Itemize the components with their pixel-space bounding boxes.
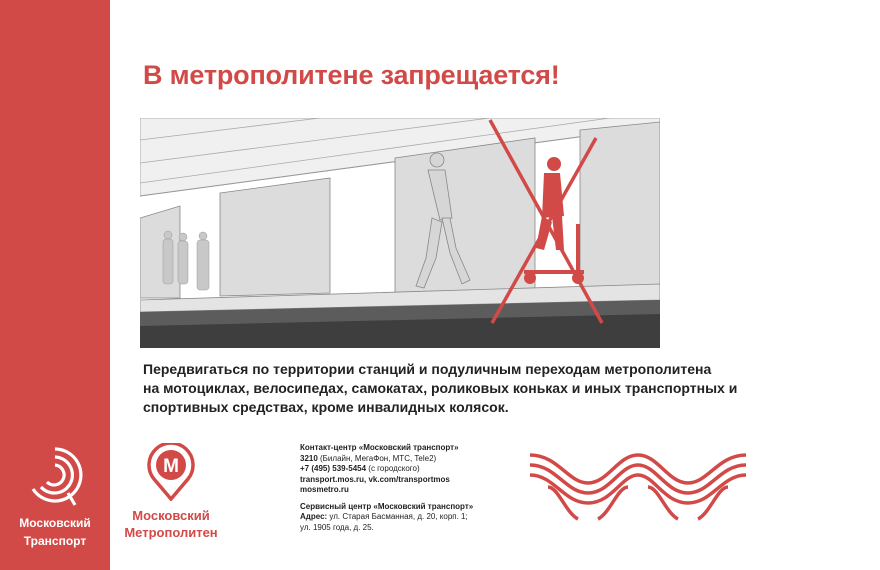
short-number-note: (Билайн, МегаФон, МТС, Tele2) <box>317 453 437 463</box>
address-line1: ул. Старая Басманная, д. 20, корп. 1; <box>327 512 468 521</box>
short-number: 3210 <box>300 453 318 463</box>
description-line: спортивных средствах, кроме инвалидных колясок. <box>143 399 509 415</box>
description-line: на мотоциклах, велосипедах, самокатах, роликовых коньках и иных транспортных и <box>143 380 738 396</box>
metro-station-illustration <box>140 118 660 348</box>
metro-logo-letter: М <box>163 456 179 477</box>
metro-site-link[interactable]: mosmetro.ru <box>300 485 349 494</box>
metro-logo-line1: Московский <box>132 508 210 523</box>
address-line <box>300 512 473 523</box>
metro-logo-line2: Метрополитен <box>124 525 218 540</box>
moscow-transport-logo <box>6 445 104 548</box>
transport-logo-line2: Транспорт <box>23 534 87 548</box>
transport-logo-icon <box>20 445 90 507</box>
metro-logo-icon <box>145 443 197 501</box>
service-center-heading: Сервисный центр «Московский транспорт» <box>300 501 474 511</box>
description-line: Передвигаться по территории станций и подуличным переходам метрополитена <box>143 361 712 377</box>
web-links[interactable]: transport.mos.ru, vk.com/transportmos <box>300 474 450 484</box>
page-title: В метрополитене запрещается! <box>143 60 560 90</box>
prohibition-description <box>143 360 743 417</box>
address-label: Адрес: <box>300 512 328 521</box>
moscow-metro-logo <box>116 443 226 540</box>
phone-note: (с городского) <box>366 464 420 473</box>
short-number-line <box>300 454 473 465</box>
transport-logo-line1: Московский <box>19 516 91 530</box>
address-line2: ул. 1905 года, д. 25. <box>300 522 374 532</box>
phone-line <box>300 464 473 475</box>
contact-info <box>300 443 473 533</box>
phone-number[interactable]: +7 (495) 539-5454 <box>300 464 367 473</box>
contact-center-heading: Контакт-центр «Московский транспорт» <box>300 443 459 452</box>
brand-pattern-icon <box>528 443 748 523</box>
